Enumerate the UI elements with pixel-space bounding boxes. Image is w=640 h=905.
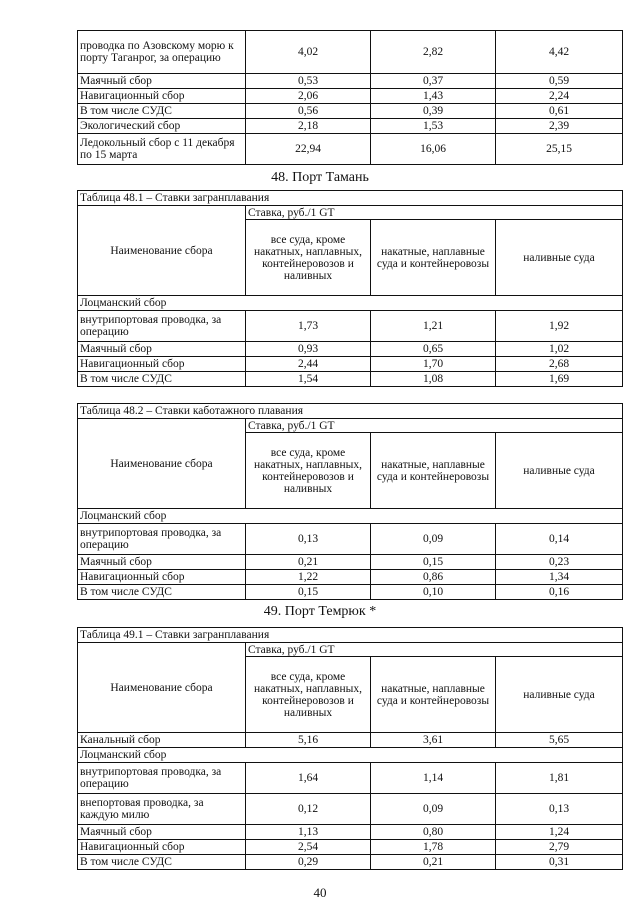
fee-value: 0,14 (496, 524, 623, 555)
table-row (78, 357, 623, 372)
fee-value: 0,86 (371, 570, 496, 585)
fee-value: 0,29 (246, 855, 371, 870)
fee-value: 0,15 (371, 555, 496, 570)
fee-value: 1,81 (496, 763, 623, 794)
fee-value: 0,09 (371, 794, 496, 825)
fee-value: 4,02 (246, 31, 371, 74)
rate-header: Ставка, руб./1 GT (246, 206, 623, 220)
fee-value: 1,34 (496, 570, 623, 585)
fee-name: Маячный сбор (78, 342, 246, 357)
fee-value: 1,70 (371, 357, 496, 372)
fee-value: 1,22 (246, 570, 371, 585)
fee-value: 2,44 (246, 357, 371, 372)
fee-value: 0,65 (371, 342, 496, 357)
fee-value: 0,53 (246, 74, 371, 89)
fee-value: 0,13 (496, 794, 623, 825)
fee-value: 0,12 (246, 794, 371, 825)
table-row (78, 585, 623, 600)
table-caption: Таблица 49.1 – Ставки загранплавания (78, 628, 623, 643)
rate-header: Ставка, руб./1 GT (246, 643, 623, 657)
fee-value: 0,39 (371, 104, 496, 119)
fee-value: 0,93 (246, 342, 371, 357)
fee-value: 1,73 (246, 311, 371, 342)
table-49-1 (77, 627, 623, 870)
table-48-2 (77, 403, 623, 600)
fee-value: 2,06 (246, 89, 371, 104)
table-caption: Таблица 48.1 – Ставки загранплавания (78, 191, 623, 206)
table-row (78, 524, 623, 555)
table-row (78, 311, 623, 342)
fee-value: 22,94 (246, 134, 371, 165)
fee-value: 1,21 (371, 311, 496, 342)
fee-name: Маячный сбор (78, 74, 246, 89)
fee-value: 1,43 (371, 89, 496, 104)
group-row: Лоцманский сбор (78, 296, 623, 311)
fee-value: 2,18 (246, 119, 371, 134)
name-column-header: Наименование сбора (78, 206, 246, 296)
group-row: Лоцманский сбор (78, 748, 623, 763)
fee-value: 2,68 (496, 357, 623, 372)
table-caption: Таблица 48.2 – Ставки каботажного плавания (78, 404, 623, 419)
table-row (78, 794, 623, 825)
fee-value: 0,13 (246, 524, 371, 555)
table-row (78, 104, 623, 119)
column-header: наливные суда (496, 657, 623, 733)
column-header: наливные суда (496, 433, 623, 509)
fee-value: 0,15 (246, 585, 371, 600)
fee-value: 0,09 (371, 524, 496, 555)
fee-name: Экологический сбор (78, 119, 246, 134)
fee-name: Навигационный сбор (78, 89, 246, 104)
section-heading: 48. Порт Тамань (271, 170, 369, 185)
column-header: накатные, наплавные суда и контейнеровозы (371, 220, 496, 296)
column-header: все суда, кроме накатных, наплавных, контейнеровозов и наливных (246, 433, 371, 509)
column-header: накатные, наплавные суда и контейнеровозы (371, 657, 496, 733)
table-row (78, 134, 623, 165)
fee-name: Ледокольный сбор с 11 декабря по 15 марта (78, 134, 246, 165)
fee-value: 5,65 (496, 733, 623, 748)
rate-header: Ставка, руб./1 GT (246, 419, 623, 433)
fee-name: Навигационный сбор (78, 357, 246, 372)
table-row (78, 855, 623, 870)
fee-name: В том числе СУДС (78, 855, 246, 870)
table-row (78, 74, 623, 89)
fee-value: 0,61 (496, 104, 623, 119)
table-row (78, 31, 623, 74)
fee-value: 1,64 (246, 763, 371, 794)
column-header: все суда, кроме накатных, наплавных, контейнеровозов и наливных (246, 220, 371, 296)
fee-name: Навигационный сбор (78, 840, 246, 855)
fee-value: 1,02 (496, 342, 623, 357)
fee-value: 0,16 (496, 585, 623, 600)
fee-value: 3,61 (371, 733, 496, 748)
fee-value: 0,31 (496, 855, 623, 870)
fee-name: внутрипортовая проводка, за операцию (78, 311, 246, 342)
fee-value: 0,23 (496, 555, 623, 570)
fee-name: В том числе СУДС (78, 585, 246, 600)
table-row (78, 372, 623, 387)
page-number: 40 (313, 885, 327, 900)
fee-value: 0,56 (246, 104, 371, 119)
fee-value: 1,14 (371, 763, 496, 794)
table-row (78, 763, 623, 794)
fee-value: 2,24 (496, 89, 623, 104)
fee-name: внутрипортовая проводка, за операцию (78, 524, 246, 555)
fee-value: 5,16 (246, 733, 371, 748)
table-row (78, 555, 623, 570)
fee-value: 2,54 (246, 840, 371, 855)
section-heading: 49. Порт Темрюк * (263, 604, 377, 619)
fee-value: 0,21 (246, 555, 371, 570)
fee-value: 25,15 (496, 134, 623, 165)
column-header: накатные, наплавные суда и контейнеровозы (371, 433, 496, 509)
fee-name: Маячный сбор (78, 825, 246, 840)
name-column-header: Наименование сбора (78, 643, 246, 733)
fee-value: 1,92 (496, 311, 623, 342)
fee-value: 2,82 (371, 31, 496, 74)
top-fees-table (77, 30, 623, 165)
fee-value: 2,79 (496, 840, 623, 855)
fee-value: 1,13 (246, 825, 371, 840)
fee-value: 0,21 (371, 855, 496, 870)
table-row (78, 89, 623, 104)
table-row (78, 825, 623, 840)
fee-value: 1,78 (371, 840, 496, 855)
fee-name: внепортовая проводка, за каждую милю (78, 794, 246, 825)
fee-value: 0,37 (371, 74, 496, 89)
column-header: наливные суда (496, 220, 623, 296)
fee-value: 1,53 (371, 119, 496, 134)
fee-value: 0,80 (371, 825, 496, 840)
fee-value: 1,54 (246, 372, 371, 387)
table-48-1 (77, 190, 623, 387)
fee-name: Навигационный сбор (78, 570, 246, 585)
group-row: Лоцманский сбор (78, 509, 623, 524)
fee-value: 0,59 (496, 74, 623, 89)
fee-value: 0,10 (371, 585, 496, 600)
fee-value: 2,39 (496, 119, 623, 134)
fee-value: 4,42 (496, 31, 623, 74)
fee-name: проводка по Азовскому морю к порту Таганрог, за операцию (78, 31, 246, 74)
table-row (78, 840, 623, 855)
table-row (78, 733, 623, 748)
fee-value: 1,24 (496, 825, 623, 840)
fee-value: 1,08 (371, 372, 496, 387)
column-header: все суда, кроме накатных, наплавных, контейнеровозов и наливных (246, 657, 371, 733)
fee-name: В том числе СУДС (78, 372, 246, 387)
table-row (78, 119, 623, 134)
fee-name: Канальный сбор (78, 733, 246, 748)
name-column-header: Наименование сбора (78, 419, 246, 509)
table-row (78, 342, 623, 357)
fee-value: 16,06 (371, 134, 496, 165)
fee-value: 1,69 (496, 372, 623, 387)
fee-name: Маячный сбор (78, 555, 246, 570)
fee-name: внутрипортовая проводка, за операцию (78, 763, 246, 794)
fee-name: В том числе СУДС (78, 104, 246, 119)
table-row (78, 570, 623, 585)
